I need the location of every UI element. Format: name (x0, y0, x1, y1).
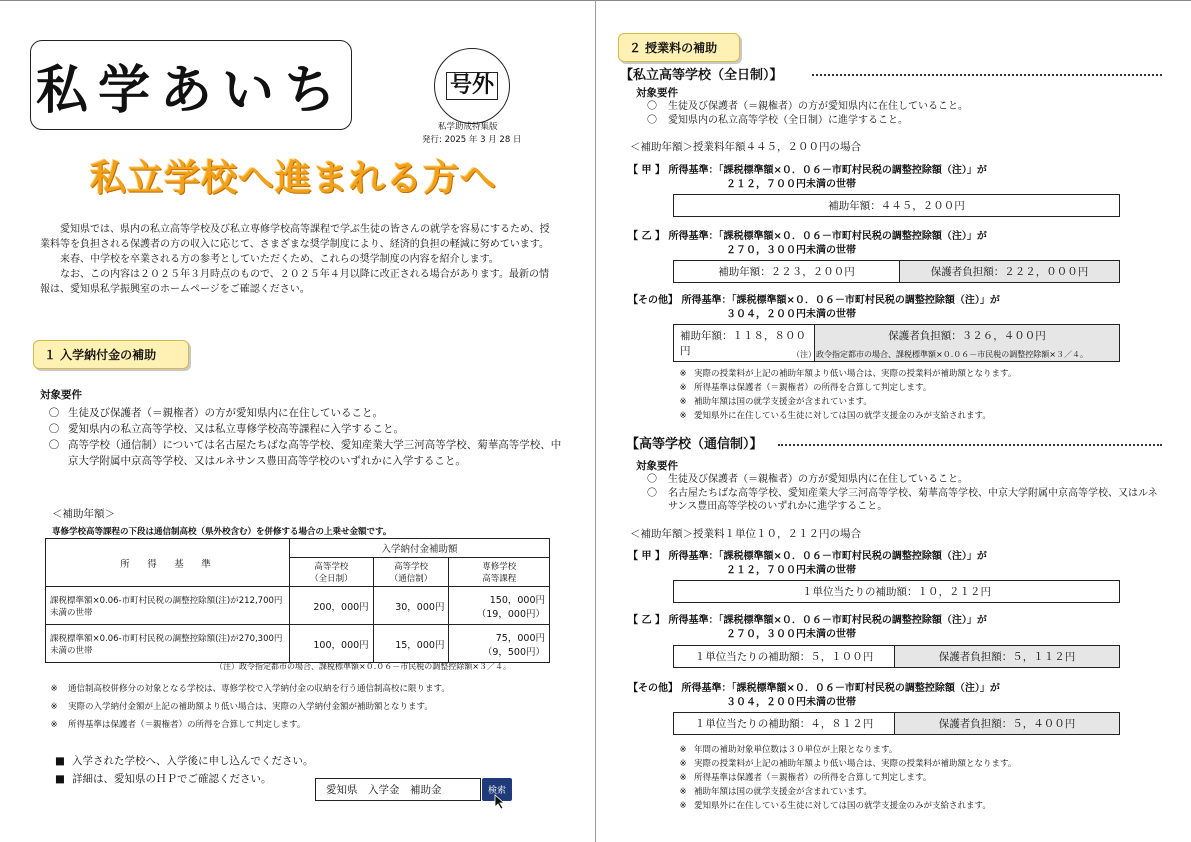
note-item (672, 785, 1152, 799)
criteria-header: 所 得 基 準 (46, 539, 290, 587)
requirement-text: 生徒及び保護者（＝親権者）の方が愛知県内に在住していること。 (668, 101, 968, 112)
note-text: 年間の補助対象単位数は３０単位が上限となります。 (694, 745, 898, 755)
section-heading-tuition: ２ 授業料の補助 (618, 33, 740, 62)
tuition-case: ＜補助年額＞授業料１単位１０，２１２円の場合 (630, 528, 861, 540)
tier-criteria (628, 550, 1158, 578)
requirement-text: 生徒及び保護者（＝親権者）の方が愛知県内に在住していること。 (68, 407, 383, 419)
table-cell: 75，000円 （9，500円） (449, 625, 550, 663)
target-requirements-label: 対象要件 (636, 87, 678, 99)
circle-bullet-icon: 〇 (647, 487, 657, 499)
table-cell: 200，000円 (290, 587, 374, 625)
column-header: 専修学校 高等課程 (449, 558, 550, 587)
note-item (40, 682, 570, 696)
title-dotted-leader (812, 74, 1162, 76)
parent-burden: 保護者負担額：５，４００円 (894, 713, 1119, 734)
note-text: 所得基準は保護者（＝親権者）の所得を合算して判定します。 (694, 383, 932, 393)
search-button: 検索 (482, 778, 512, 801)
requirements-list (40, 405, 570, 469)
note-text: 実際の入学納付金額が上記の補助額より低い場合は、実際の入学納付金額が補助額となります。 (68, 702, 433, 712)
note-text: 愛知県外に在住している生徒に対しては国の就学支援金のみが支給されます。 (694, 801, 991, 811)
column-header: 高等学校 （全日制） (290, 558, 374, 587)
tier-tag: 【 甲 】 (628, 165, 665, 176)
tier-tag: 【その他】 (628, 295, 678, 306)
table-cell: 100，000円 (290, 625, 374, 663)
aid-amount: １単位当たりの補助額：４，８１２円 (694, 718, 874, 730)
note-mark: ※ (679, 759, 687, 769)
tier-criteria-text: 所得基準：「課税標準額×０．０６－市町村民税の調整控除額（注）」が (668, 615, 987, 626)
note-item (672, 395, 1152, 409)
tier-income-limit: ３０４，２００円未満の世帯 (726, 309, 856, 320)
correspondence-title: 【高等学校（通信制）】 (626, 437, 763, 452)
tier-income-limit: ２１２，７００円未満の世帯 (726, 565, 856, 576)
note-text: 補助年額は国の就学支援金が含まれています。 (694, 787, 872, 797)
intro-paragraph: 来春、中学校を卒業される方の参考としていただくため、これらの奨学制度の内容を紹介します。 (60, 254, 499, 265)
table-cell: 30，000円 (373, 587, 449, 625)
note-item (672, 771, 1152, 785)
circle-bullet-icon: 〇 (48, 423, 60, 435)
tier-criteria (628, 230, 1158, 258)
subsidy-label: ＜補助年額＞ (52, 508, 115, 520)
note-mark: ※ (50, 684, 58, 694)
note-item (40, 718, 570, 732)
title-dotted-leader (778, 444, 1162, 446)
requirement-item (40, 405, 570, 421)
circle-bullet-icon: 〇 (647, 474, 657, 485)
note-mark: ※ (50, 720, 58, 730)
tier-tag: 【 乙 】 (628, 615, 665, 626)
circle-bullet-icon: 〇 (647, 101, 657, 112)
notes-list (672, 367, 1152, 423)
square-bullet-icon: ■ (55, 755, 65, 767)
page-divider (595, 0, 596, 842)
requirement-item (40, 437, 570, 469)
issue-date: 発行: 2025 年 3 月 28 日 (422, 135, 522, 145)
note-mark: ※ (679, 773, 687, 783)
note-item (40, 700, 570, 714)
note-mark: ※ (679, 411, 687, 421)
full-time-title: 【私立高等学校（全日制）】 (620, 68, 783, 83)
apply-text: 入学された学校へ、入学後に申し込んでください。 (72, 755, 314, 767)
notes-list (672, 743, 1152, 813)
circle-bullet-icon: 〇 (647, 115, 657, 126)
note-text: 補助年額は国の就学支援金が含まれています。 (694, 397, 872, 407)
target-requirements-label: 対象要件 (40, 389, 82, 401)
tier-criteria (628, 164, 1158, 192)
tier-amount-box (673, 580, 1120, 603)
note-item (672, 381, 1152, 395)
headline: 私立学校へ進まれる方へ (90, 158, 498, 199)
requirement-item (636, 100, 1156, 114)
aid-amount: 補助年額：１１８，８００円 (680, 330, 806, 357)
circle-bullet-icon: 〇 (48, 439, 60, 451)
requirements-list (636, 473, 1166, 514)
note-mark: ※ (679, 369, 687, 379)
note-mark: ※ (679, 745, 687, 755)
note-mark: ※ (679, 787, 687, 797)
tier-criteria-text: 所得基準：「課税標準額×０．０６－市町村民税の調整控除額（注）」が (668, 165, 987, 176)
square-bullet-icon: ■ (55, 773, 65, 785)
tuition-case: ＜補助年額＞授業料年額４４５，２００円の場合 (630, 141, 861, 153)
note-item (672, 409, 1152, 423)
intro-paragraph: なお、この内容は２０２５年３月時点のもので、２０２５年４月以降に改正される場合があります。最新の情報は、愛知県私学振興室のホームページをご確認ください。 (40, 269, 549, 295)
tier-criteria (628, 294, 1158, 322)
tier-tag: 【 甲 】 (628, 551, 665, 562)
table-footnote: （注）政令指定都市の場合、課税標準額×０.０６－市民税の調整控除額×３／４。 (215, 662, 511, 671)
table-row (46, 587, 550, 625)
tier-criteria-text: 所得基準：「課税標準額×０．０６－市町村民税の調整控除額（注）」が (668, 231, 987, 242)
requirement-item (636, 487, 1166, 514)
note-text: 実際の授業料が上記の補助年額より低い場合は、実際の授業料が補助額となります。 (694, 759, 1017, 769)
table-cell: 15，000円 (373, 625, 449, 663)
tier-criteria-text: 所得基準：「課税標準額×０．０６－市町村民税の調整控除額（注）」が (681, 683, 1000, 694)
tier-criteria-text: 所得基準：「課税標準額×０．０６－市町村民税の調整控除額（注）」が (681, 295, 1000, 306)
table-cell-criteria: 課税標準額×0.06-市町村民税の調整控除額(注)が270,300円未満の世帯 (46, 625, 290, 663)
edition-label: 私学助成特集版 (438, 122, 498, 132)
note-item (672, 799, 1152, 813)
tier-amount-box (673, 194, 1120, 217)
table-cell: 150，000円 （19，000円） (449, 587, 550, 625)
search-keywords-box: 愛知県 入学金 補助金 (315, 778, 481, 801)
tier-amount-box (673, 645, 1120, 668)
tier-criteria-text: 所得基準：「課税標準額×０．０６－市町村民税の調整控除額（注）」が (668, 551, 987, 562)
tier-tag: 【その他】 (628, 683, 678, 694)
tier-tag: 【 乙 】 (628, 231, 665, 242)
table-row (46, 625, 550, 663)
amount-header: 入学納付金補助額 (290, 539, 550, 558)
tier-income-limit: ２７０，３００円未満の世帯 (726, 245, 856, 256)
requirement-text: 名古屋たちばな高等学校、愛知産業大学三河高等学校、菊華高等学校、中京大学附属中京高等学校、又はルネサンス豊田高等学校のいずれかに進学すること。 (668, 487, 1158, 512)
aid-amount: 補助年額：４４５，２００円 (828, 200, 965, 212)
requirement-text: 愛知県内の私立高等学校（全日制）に進学すること。 (668, 115, 908, 126)
entrance-subsidy-table (45, 538, 550, 663)
target-requirements-label: 対象要件 (636, 460, 678, 472)
note-text: 所得基準は保護者（＝親権者）の所得を合算して判定します。 (694, 773, 932, 783)
circle-bullet-icon: 〇 (48, 407, 60, 419)
note-mark: ※ (50, 702, 58, 712)
requirement-text: 高等学校（通信制）については名古屋たちばな高等学校、愛知産業大学三河高等学校、菊華高等学校、中京大学附属中京高等学校、又はルネサンス豊田高等学校のいずれかに入学すること。 (68, 439, 562, 467)
intro-paragraph: 愛知県では、県内の私立高等学校及び私立専修学校高等課程で学ぶ生徒の皆さんの就学を容易にするため、授業料等を負担される保護者の方の収入に応じて、さまざまな奨学制度により、経済的負担の軽減に努めています。 (40, 224, 550, 250)
note-item (672, 757, 1152, 771)
requirement-item (636, 114, 1156, 128)
tier-amount-box (673, 712, 1120, 735)
tier-income-limit: ３０４，２００円未満の世帯 (726, 697, 856, 708)
requirements-list (636, 100, 1156, 128)
requirement-item (636, 473, 1166, 487)
intro-text (40, 222, 555, 297)
masthead-title: 私学あいち (30, 40, 352, 130)
requirement-text: 生徒及び保護者（＝親権者）の方が愛知県内に在住していること。 (668, 474, 968, 485)
extra-edition-label: 号外 (446, 72, 498, 100)
tier-income-limit: ２７０，３００円未満の世帯 (726, 629, 856, 640)
aid-amount: １単位当たりの補助額：１０，２１２円 (802, 586, 991, 598)
requirement-text: 愛知県内の私立高等学校、又は私立専修学校高等課程に入学すること。 (68, 423, 404, 435)
cursor-icon (494, 794, 508, 810)
apply-text: 詳細は、愛知県のＨＰでご確認ください。 (72, 773, 272, 785)
tier-criteria (628, 682, 1158, 710)
table-cell-criteria: 課税標準額×0.06-市町村民税の調整控除額(注)が212,700円未満の世帯 (46, 587, 290, 625)
tier-footnote: （注）政令指定都市の場合、課税標準額×０.０６－市民税の調整控除額×３／４。 (792, 350, 1088, 359)
column-header: 高等学校 （通信制） (373, 558, 449, 587)
tier-income-limit: ２１２，７００円未満の世帯 (726, 179, 856, 190)
tier-criteria (628, 614, 1158, 642)
parent-burden: 保護者負担額：３２６，４００円 (814, 325, 1119, 361)
parent-burden: 保護者負担額：５，１１２円 (894, 646, 1119, 667)
note-item (672, 743, 1152, 757)
note-mark: ※ (679, 397, 687, 407)
note-text: 通信制高校併修分の対象となる学校は、専修学校で入学納付金の収納を行う通信制高校に限ります。 (68, 684, 450, 694)
aid-amount: １単位当たりの補助額：５，１００円 (694, 651, 874, 663)
note-item (672, 367, 1152, 381)
note-text: 所得基準は保護者（＝親権者）の所得を合算して判定します。 (68, 720, 306, 730)
parent-burden: 保護者負担額：２２２，０００円 (899, 261, 1119, 282)
aid-amount: 補助年額：２２３，２００円 (718, 266, 855, 278)
tier-amount-box (673, 260, 1120, 283)
note-mark: ※ (679, 383, 687, 393)
note-text: 愛知県外に在住している生徒に対しては国の就学支援金のみが支給されます。 (694, 411, 991, 421)
notes-list (40, 682, 570, 732)
subsidy-caption: 専修学校高等課程の下段は通信制高校（県外校含む）を併修する場合の上乗せ金額です。 (52, 527, 392, 537)
extra-edition-seal (434, 48, 510, 124)
note-text: 実際の授業料が上記の補助年額より低い場合は、実際の授業料が補助額となります。 (694, 369, 1017, 379)
apply-item (48, 753, 568, 769)
requirement-item (40, 421, 570, 437)
section-heading-entrance: １ 入学納付金の補助 (33, 340, 189, 369)
note-mark: ※ (679, 801, 687, 811)
